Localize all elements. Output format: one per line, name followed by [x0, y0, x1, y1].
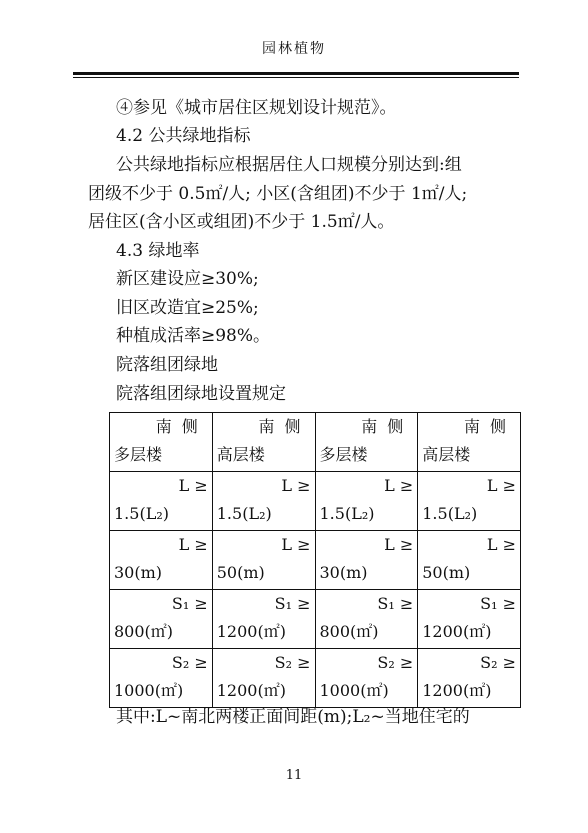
table-cell: S₂ ≥ 1000(㎡) — [110, 649, 213, 708]
table-cell: L ≥ 50(m) — [418, 531, 521, 590]
header-rule-thick — [73, 72, 519, 75]
page-number: 11 — [285, 768, 303, 783]
table-cell: S₂ ≥ 1200(㎡) — [212, 649, 315, 708]
table-row — [110, 649, 521, 708]
table-cell: L ≥ 30(m) — [315, 531, 418, 590]
table-cell: S₁ ≥ 1200(㎡) — [418, 590, 521, 649]
header-rule-thin — [73, 77, 519, 78]
table-row — [110, 531, 521, 590]
footnote-line: 其中:L~南北两楼正面间距(m);L₂~当地住宅的 — [116, 707, 470, 727]
table-cell: S₁ ≥ 800(㎡) — [110, 590, 213, 649]
table-cell: S₂ ≥ 1200(㎡) — [418, 649, 521, 708]
table-row — [110, 472, 521, 531]
text-line-3: 公共绿地指标应根据居住人口规模分别达到:组 — [116, 155, 462, 175]
table-cell: S₁ ≥ 1200(㎡) — [212, 590, 315, 649]
text-line-7: 新区建设应≥30%; — [116, 269, 259, 289]
courtyard-green-table — [109, 412, 521, 708]
table-cell: 南侧 多层楼 — [110, 413, 213, 472]
section-heading-4-3: 4.3 绿地率 — [116, 241, 200, 261]
table-cell: L ≥ 50(m) — [212, 531, 315, 590]
table-cell: L ≥ 30(m) — [110, 531, 213, 590]
table-cell: L ≥ 1.5(L₂) — [110, 472, 213, 531]
table-cell: S₂ ≥ 1000(㎡) — [315, 649, 418, 708]
table-cell: S₁ ≥ 800(㎡) — [315, 590, 418, 649]
table-cell: 南侧 高层楼 — [418, 413, 521, 472]
section-heading-4-2: 4.2 公共绿地指标 — [116, 126, 251, 146]
table-cell: L ≥ 1.5(L₂) — [212, 472, 315, 531]
text-line-5: 居住区(含小区或组团)不少于 1.5㎡/人。 — [88, 212, 395, 232]
text-line-4: 团级不少于 0.5㎡/人; 小区(含组团)不少于 1㎡/人; — [88, 184, 468, 204]
text-line-10: 院落组团绿地 — [116, 355, 218, 375]
table-cell: 南侧 多层楼 — [315, 413, 418, 472]
text-line-8: 旧区改造宜≥25%; — [116, 298, 259, 318]
table-row — [110, 413, 521, 472]
running-header: 园林植物 — [262, 41, 326, 57]
text-line-1: ④参见《城市居住区规划设计规范》。 — [116, 98, 397, 118]
table-caption: 院落组团绿地设置规定 — [116, 384, 286, 404]
table-cell: L ≥ 1.5(L₂) — [315, 472, 418, 531]
text-line-9: 种植成活率≥98%。 — [116, 326, 271, 346]
table-cell: L ≥ 1.5(L₂) — [418, 472, 521, 531]
table-row — [110, 590, 521, 649]
table-cell: 南侧 高层楼 — [212, 413, 315, 472]
